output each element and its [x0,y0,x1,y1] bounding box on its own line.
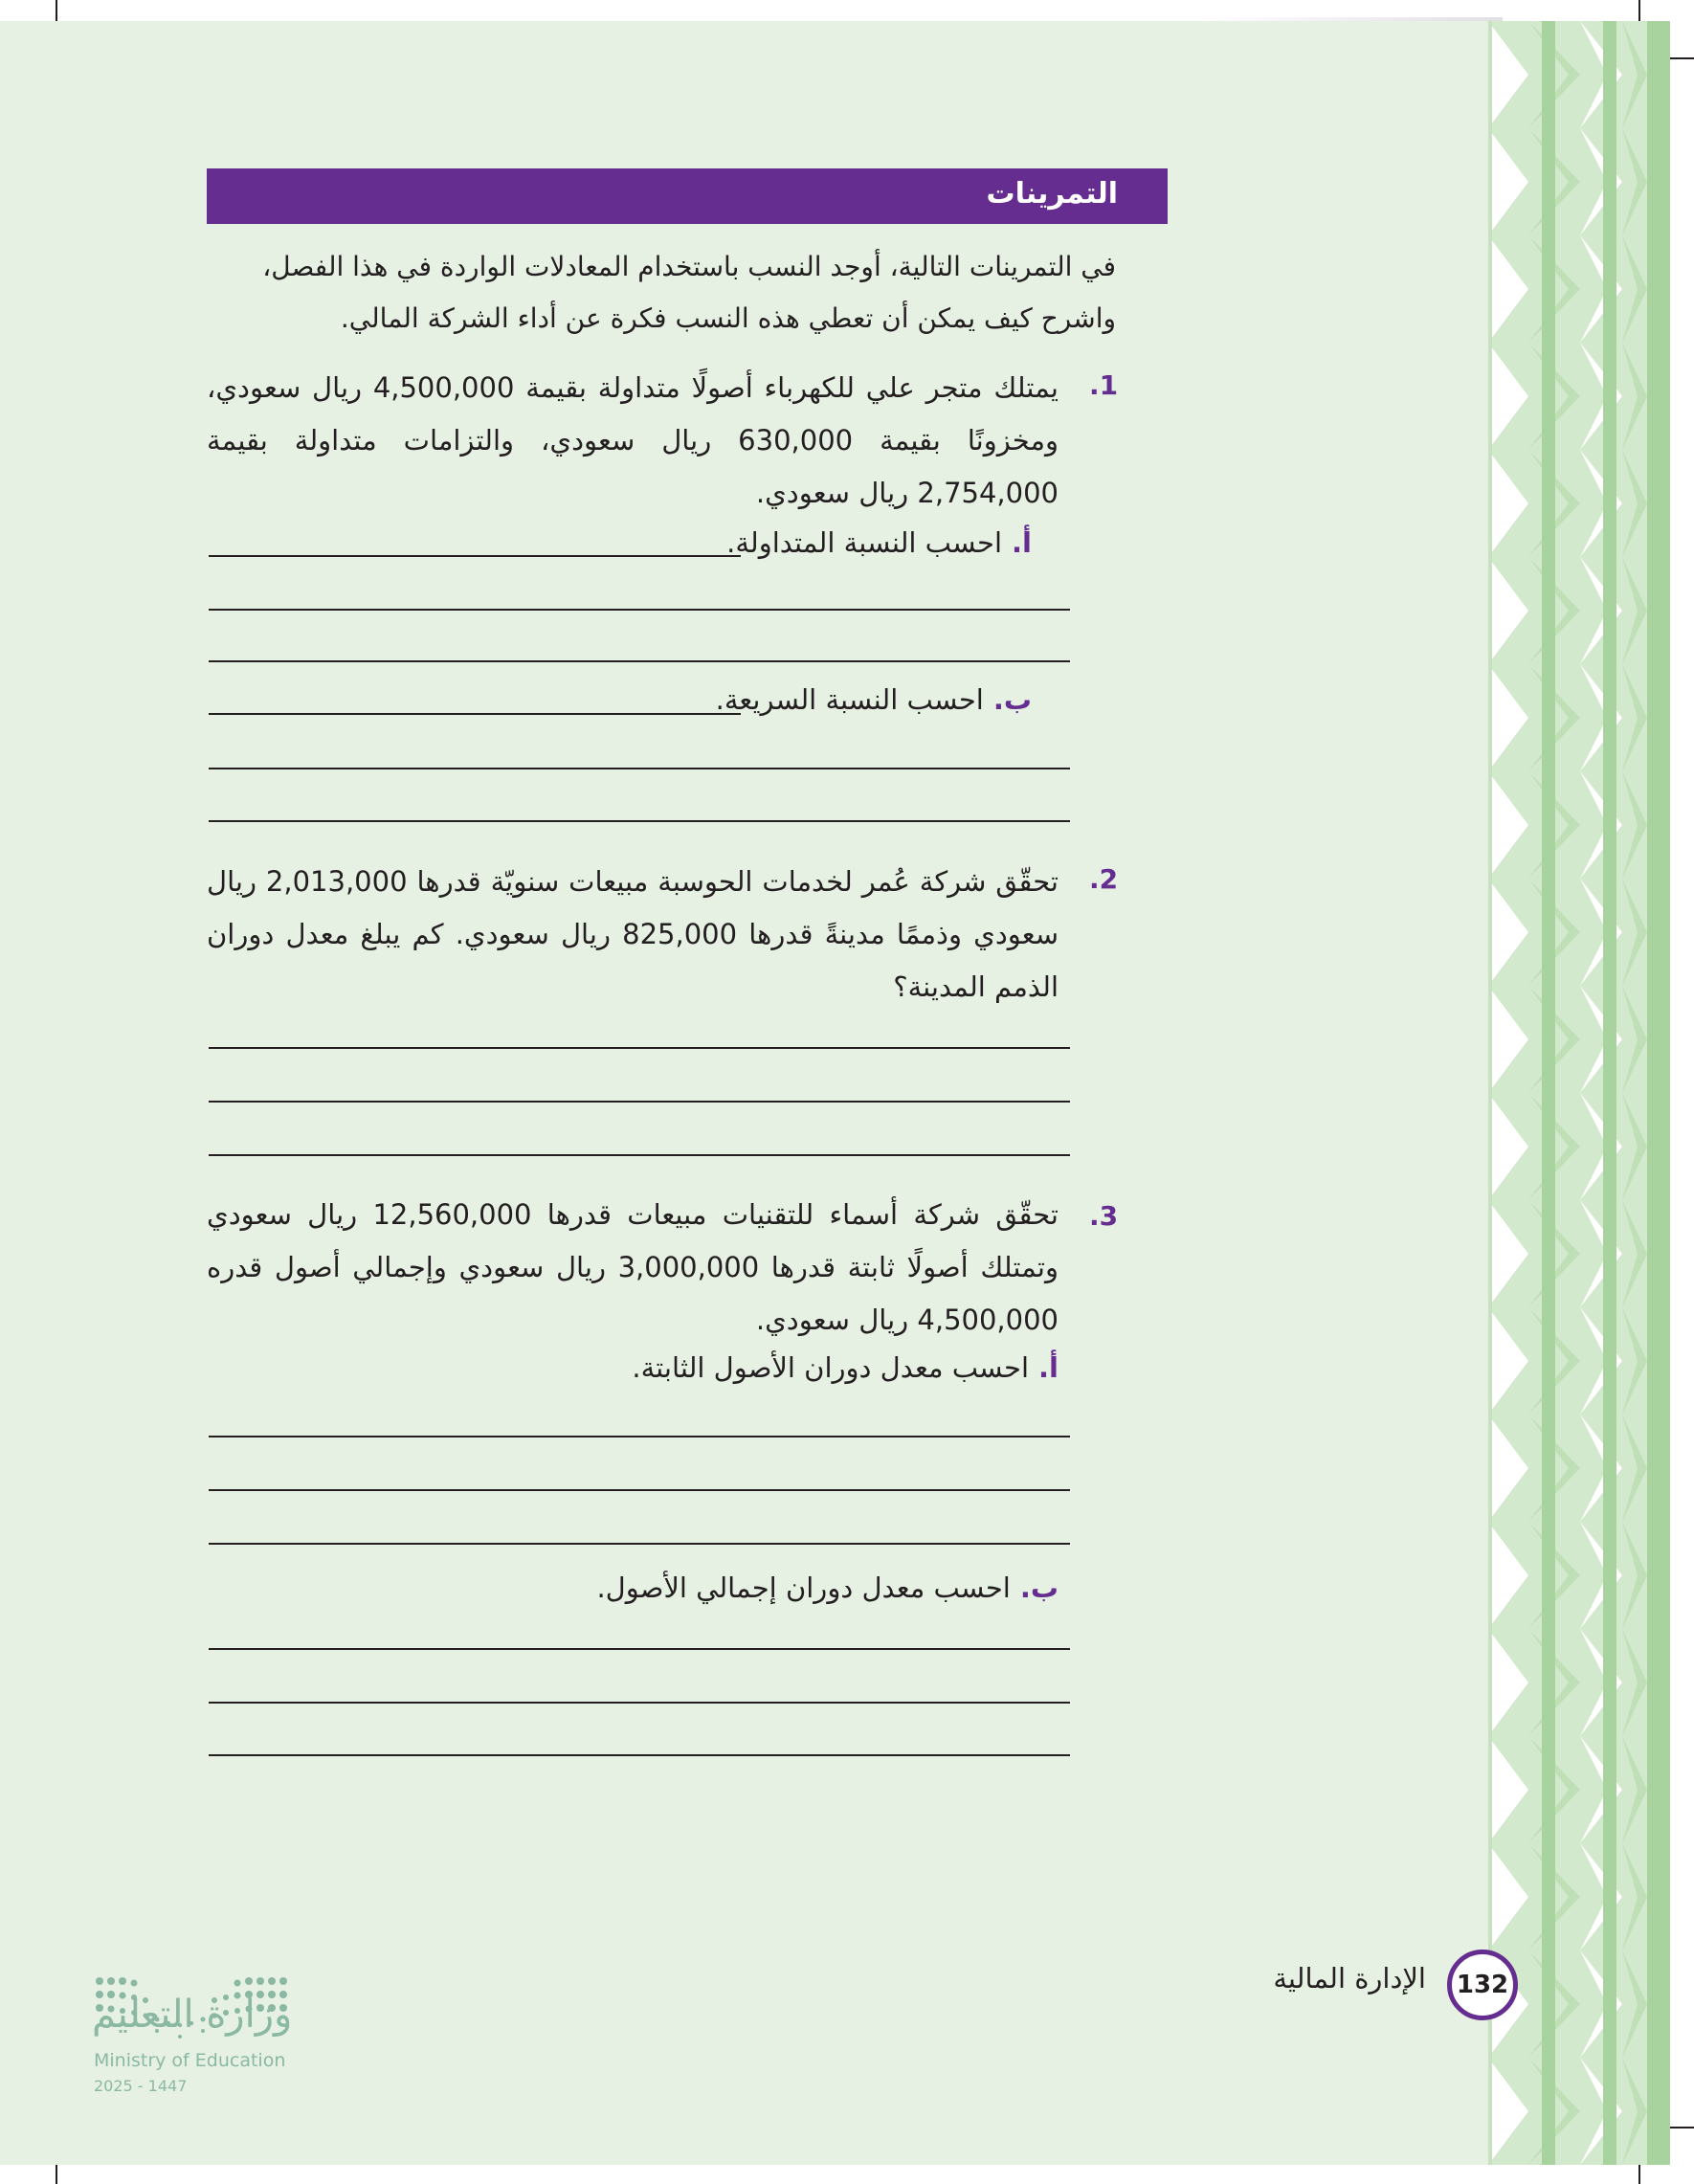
part-text: احسب النسبة المتداولة. [726,526,1003,559]
ministry-year: 2025 - 1447 [94,2077,188,2095]
intro-line-1: في التمرينات التالية، أوجد النسب باستخدام المعادلات الواردة في هذا الفصل، [262,251,1116,282]
answer-line[interactable] [209,1489,1070,1491]
answer-line[interactable] [209,1047,1070,1049]
answer-line[interactable] [209,1702,1070,1704]
part-text: احسب معدل دوران إجمالي الأصول. [596,1571,1011,1604]
answer-line[interactable] [209,1543,1070,1545]
question-1-number: .1 [1089,369,1119,401]
answer-line[interactable] [209,609,1070,611]
answer-line[interactable] [209,1101,1070,1103]
ministry-name-arabic: وزارة التعليم [92,1993,293,2037]
question-3-text: تحقّق شركة أسماء للتقنيات مبيعات قدرها 12,560,000 ريال سعودي وتمتلك أصولًا ثابتة قدرها 3,000,000 ريال سعودي وإجمالي أصول قدره 4,500,000 ريال سعودي. [207,1198,1059,1336]
question-3-part-a [632,1351,1059,1384]
question-1-part-a [726,526,1032,559]
page-number: 132 [1447,1950,1518,2020]
answer-line[interactable] [209,713,741,715]
answer-line[interactable] [209,1154,1070,1156]
answer-line[interactable] [209,555,741,557]
intro-line-2: واشرح كيف يمكن أن تعطي هذه النسب فكرة عن أداء الشركة المالي. [340,302,1116,334]
answer-line[interactable] [209,660,1070,662]
answer-line[interactable] [209,1436,1070,1437]
section-title-bar [207,168,1168,224]
part-text: احسب النسبة السريعة. [715,683,984,716]
question-1-part-b [716,683,1032,716]
ministry-name-english: Ministry of Education [94,2050,286,2071]
question-2-text: تحقّق شركة عُمر لخدمات الحوسبة مبيعات سنويّة قدرها 2,013,000 ريال سعودي وذممًا مدينةً قدرها 825,000 ريال سعودي. كم يبلغ معدل دوران الذمم المدينة؟ [207,865,1059,1003]
answer-line[interactable] [209,768,1070,769]
question-3-part-b [596,1571,1059,1604]
decorative-border [1488,21,1670,2165]
section-title: التمرينات [986,177,1118,211]
question-1-text: يمتلك متجر علي للكهرباء أصولًا متداولة بقيمة 4,500,000 ريال سعودي، ومخزونًا بقيمة 630,000 ريال سعودي، والتزامات متداولة بقيمة 2,754,000 ريال سعودي. [207,371,1059,509]
part-letter: ب. [992,683,1032,716]
part-text: احسب معدل دوران الأصول الثابتة. [632,1351,1030,1384]
question-2-number: .2 [1089,863,1119,895]
answer-line[interactable] [209,1754,1070,1756]
part-letter: ب. [1019,1571,1059,1604]
part-letter: أ. [1038,1351,1059,1384]
book-title: الإدارة المالية [1273,1962,1426,1995]
part-letter: أ. [1012,526,1032,559]
answer-line[interactable] [209,1648,1070,1650]
question-3-number: .3 [1089,1200,1119,1232]
answer-line[interactable] [209,820,1070,822]
